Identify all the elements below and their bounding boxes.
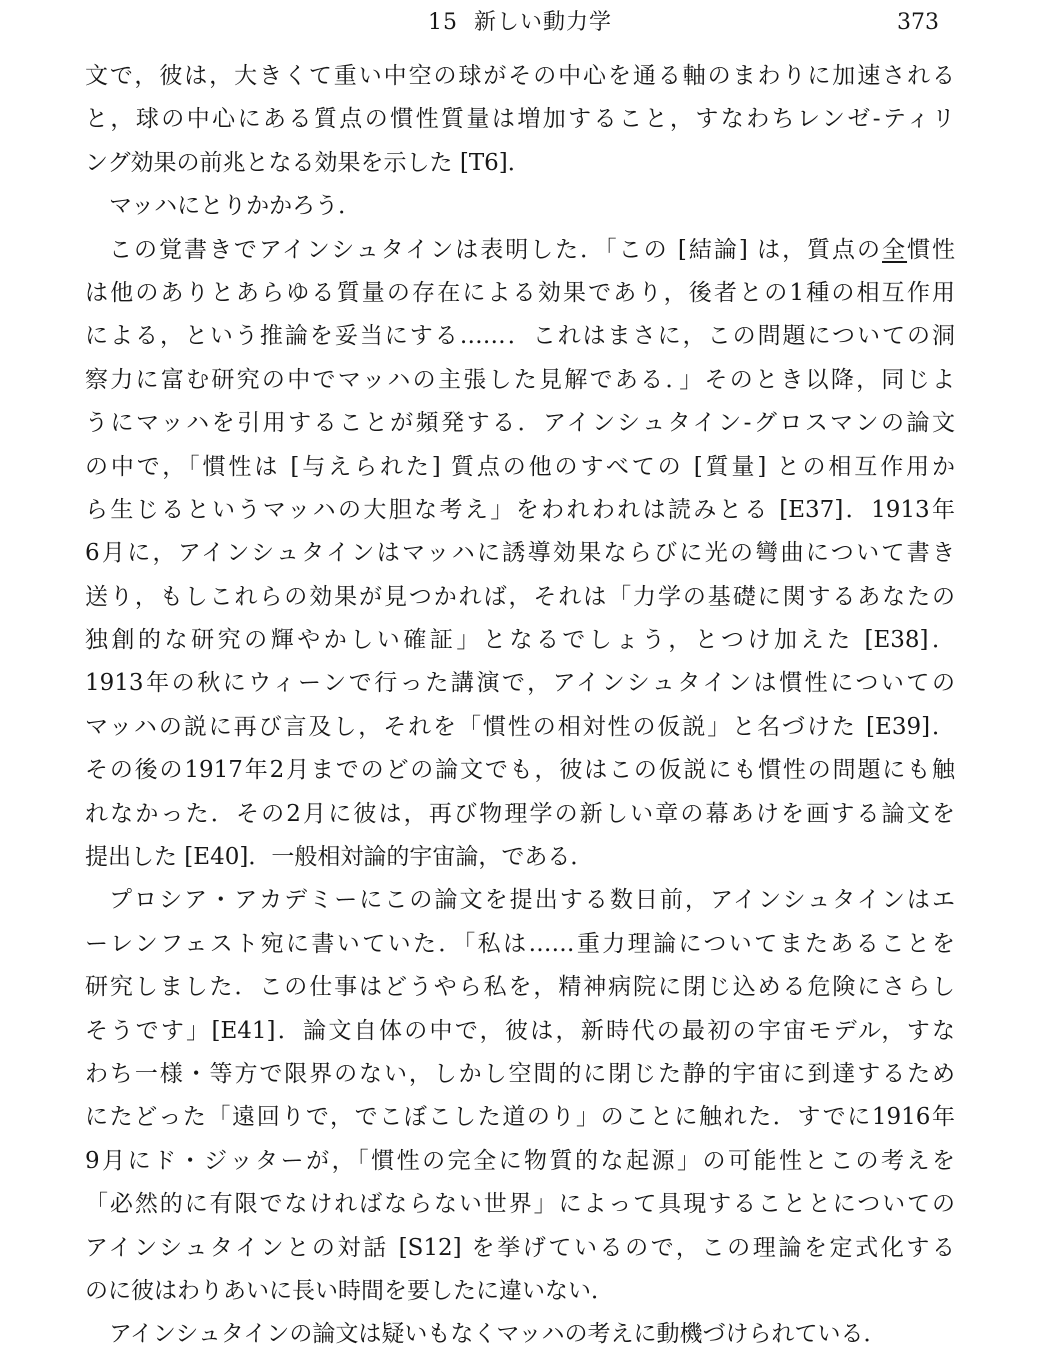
running-head [85, 9, 955, 37]
text-line: と，球の中心にある質点の慣性質量は増加すること，すなわちレンゼ-ティリ [85, 106, 955, 133]
text-line: アインシュタインとの対話 [S12] を挙げているので，この理論を定式化する [85, 1234, 955, 1261]
text-line: による，という推論を妥当にする……．これはまさに，この問題についての洞 [85, 323, 955, 350]
text-line: プロシア・アカデミーにこの論文を提出する数日前，アインシュタインはエ [109, 887, 955, 914]
text-line: わち一様・等方で限界のない，しかし空間的に閉じた静的宇宙に到達するため [85, 1060, 955, 1087]
text-line: うにマッハを引用することが頻発する．アインシュタイン-グロスマンの論文 [85, 410, 955, 437]
text-line: のに彼はわりあいに長い時間を要したに違いない． [85, 1277, 614, 1304]
page-number: 373 [897, 10, 939, 35]
text-line: 察力に富む研究の中でマッハの主張した見解である．」そのとき以降，同じよ [85, 366, 955, 393]
text-line: ら生じるというマッハの大胆な考え」をわれわれは読みとる [E37]．1913年 [85, 496, 955, 523]
text-line: アインシュタインの論文は疑いもなくマッハの考えに動機づけられている． [109, 1321, 887, 1348]
text-line: そうです」[E41]．論文自体の中で，彼は，新時代の最初の宇宙モデル，すな [85, 1017, 955, 1044]
text-line: ーレンフェスト宛に書いていた．「私は……重力理論についてまたあることを [85, 930, 955, 957]
text-line: 「必然的に有限でなければならない世界」によって具現することとについての [85, 1191, 955, 1218]
text-line: マッハの説に再び言及し，それを「慣性の相対性の仮説」と名づけた [E39]． [85, 713, 955, 740]
text-line: 送り，もしこれらの効果が見つかれば，それは「力学の基礎に関するあなたの [85, 583, 955, 610]
text-line: れなかった．その2月に彼は，再び物理学の新しい章の幕あけを画する論文を [85, 800, 955, 827]
text-line: 1913年の秋にウィーンで行った講演で，アインシュタインは慣性についての [85, 670, 955, 697]
text-line: マッハにとりかかろう． [109, 193, 362, 220]
text-line: 文で，彼は，大きくて重い中空の球がその中心を通る軸のまわりに加速される [85, 63, 955, 89]
chapter-title: 新しい動力学 [473, 10, 612, 35]
text-line: 独創的な研究の輝やかしい確証」となるでしょう，とつけ加えた [E38]． [85, 627, 955, 654]
text-line: にたどった「遠回りで，でこぼこした道のり」のことに触れた．すでに1916年 [85, 1104, 955, 1131]
text-line: その後の1917年2月までのどの論文でも，彼はこの仮説にも慣性の問題にも触 [85, 757, 955, 784]
underlined-text: 全 [882, 236, 908, 263]
running-header [85, 9, 955, 39]
text-line: 6月に，アインシュタインはマッハに誘導効果ならびに光の彎曲について書き [85, 540, 955, 567]
body-text [85, 55, 955, 1357]
text-line: 提出した [E40]．一般相対論的宇宙論，である． [85, 844, 594, 871]
text-line: 研究しました．この仕事はどうやら私を，精神病院に閉じ込める危険にさらし [85, 974, 955, 1001]
text-line: 9月にド・ジッターが，「慣性の完全に物質的な起源」の可能性とこの考えを [85, 1147, 955, 1174]
text-line: この覚書きでアインシュタインは表明した．「この [結論] は，質点の全慣性 [109, 236, 955, 263]
text-line: ング効果の前兆となる効果を示した [T6]． [85, 149, 531, 176]
chapter-number: 15 [427, 10, 458, 35]
text-line: は他のありとあらゆる質量の存在による効果であり，後者との1種の相互作用 [85, 279, 955, 306]
text-line: の中で，「慣性は [与えられた] 質点の他のすべての [質量] との相互作用か [85, 453, 955, 480]
